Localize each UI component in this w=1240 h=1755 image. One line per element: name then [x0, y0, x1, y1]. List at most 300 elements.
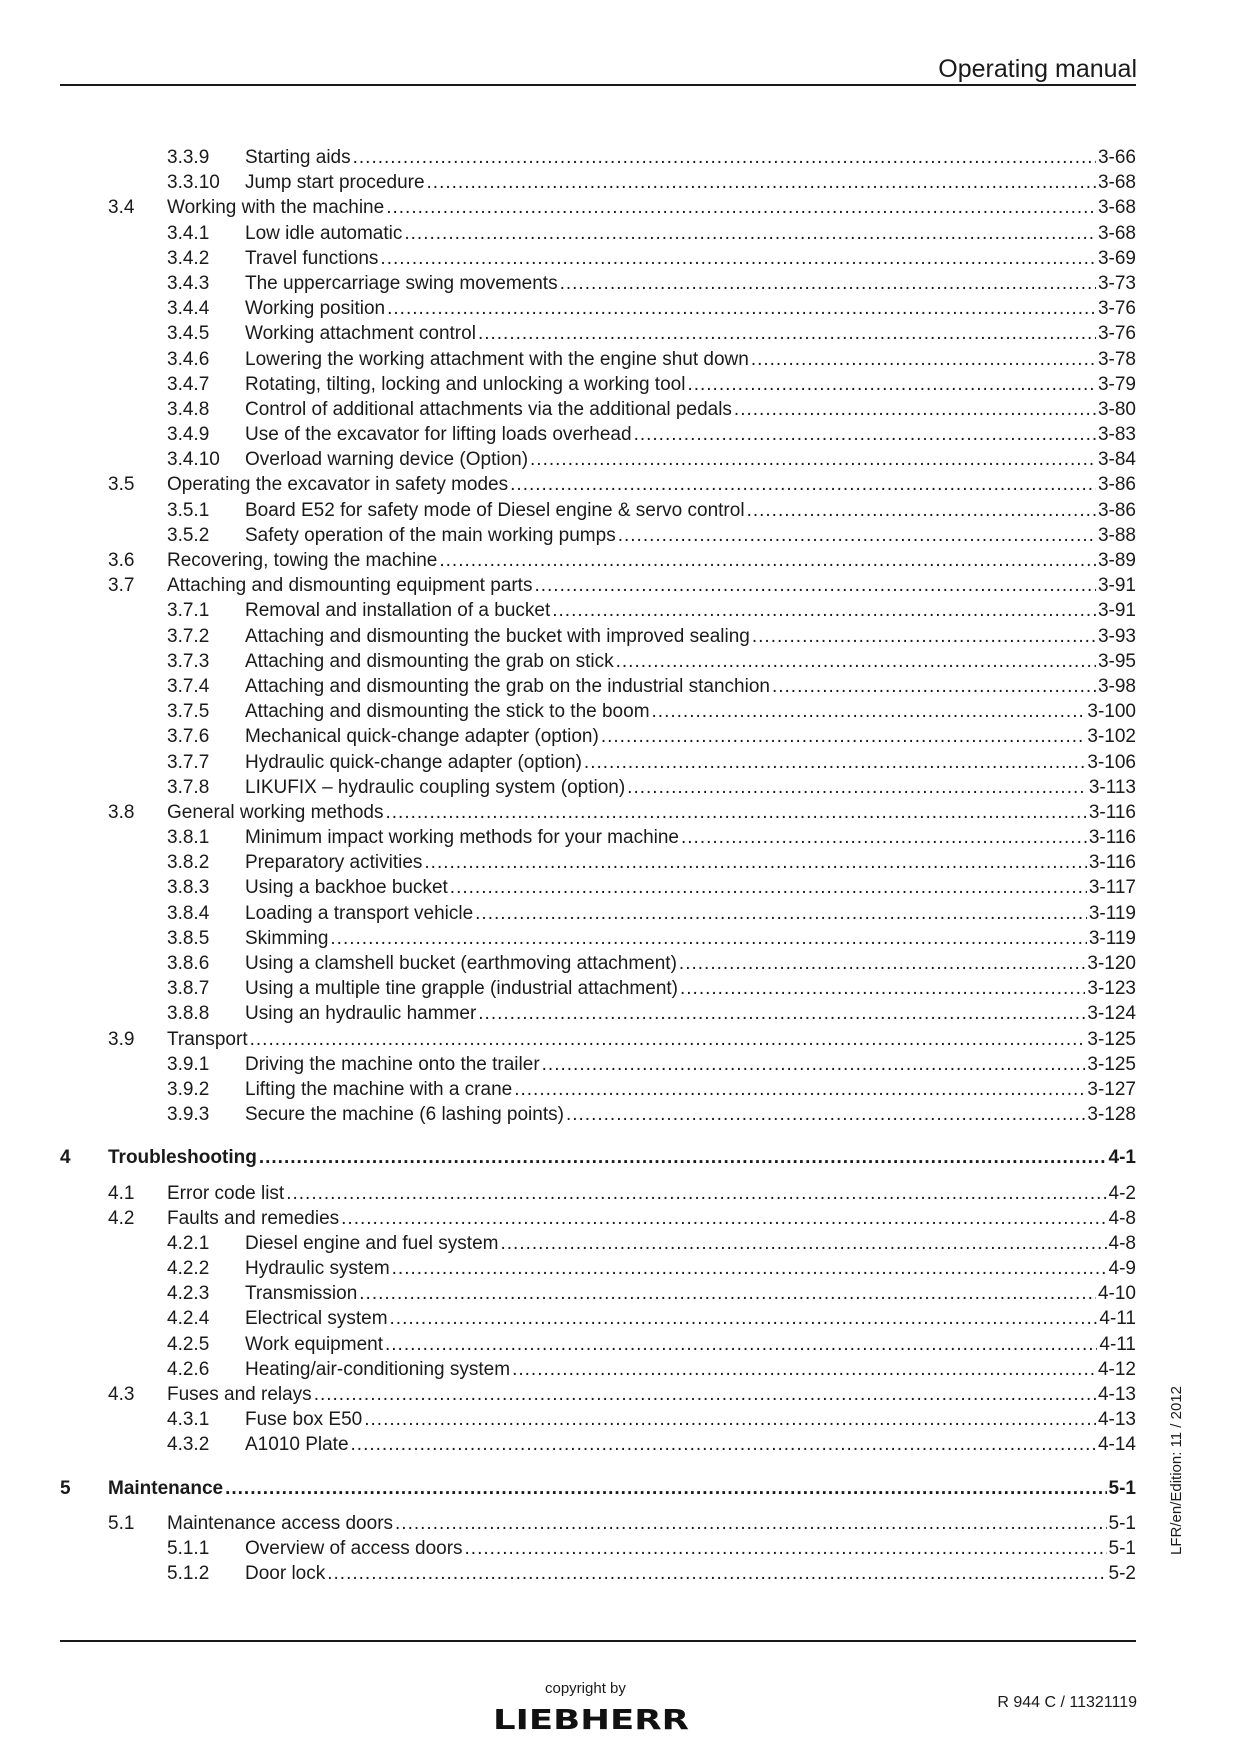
- dot-leader: [500, 1231, 1106, 1256]
- dot-leader: [510, 472, 1096, 497]
- dot-leader: [259, 1145, 1107, 1170]
- toc-entry-title-row: [245, 598, 1136, 623]
- toc-entry-number: 3.8.4: [167, 902, 210, 924]
- toc-entry-page: 3-91: [1097, 600, 1136, 622]
- toc-entry-number: 4.3: [108, 1384, 135, 1405]
- toc-entry-number: 3.7.5: [167, 701, 210, 723]
- dot-leader: [450, 875, 1087, 900]
- toc-entry-title: Using a multiple tine grapple (industrial attachment): [245, 978, 678, 1000]
- toc-entry-page: 3-68: [1097, 197, 1136, 219]
- toc-entry-title: Using a backhoe bucket: [245, 877, 448, 899]
- toc-entry-title-row: [167, 1206, 1136, 1231]
- toc-entry-page: 5-2: [1108, 1563, 1136, 1585]
- toc-entry-page: 3-76: [1097, 298, 1136, 320]
- toc-entry-title-row: [245, 1561, 1136, 1586]
- toc-entry[interactable]: [60, 976, 1136, 1001]
- dot-leader: [512, 1357, 1096, 1382]
- toc-entry-title-row: [245, 1432, 1136, 1457]
- toc-entry-page: 5-1: [1108, 1537, 1136, 1559]
- toc-entry-page: 3-102: [1087, 726, 1136, 748]
- dot-leader: [465, 1536, 1107, 1561]
- toc-entry[interactable]: [60, 472, 1136, 497]
- dot-leader: [514, 1077, 1085, 1102]
- toc-entry[interactable]: [60, 624, 1136, 649]
- dot-leader: [330, 926, 1086, 951]
- toc-entry-title-row: [245, 1281, 1136, 1306]
- toc-entry-number: 3.4.3: [167, 272, 210, 294]
- toc-entry-page: 3-69: [1097, 247, 1136, 269]
- toc-entry-number: 3.4.10: [167, 449, 220, 471]
- toc-entry-title: Transport: [167, 1028, 248, 1050]
- toc-entry-number: 3.5.1: [167, 499, 210, 521]
- toc-entry-title: Fuses and relays: [167, 1384, 312, 1405]
- toc-entry-page: 3-106: [1087, 751, 1136, 773]
- dot-leader: [566, 1102, 1085, 1127]
- toc-entry[interactable]: [60, 825, 1136, 850]
- toc-entry-number: 3.4.1: [167, 222, 210, 244]
- dot-leader: [560, 271, 1096, 296]
- toc-entry-title-row: [245, 699, 1136, 724]
- dot-leader: [364, 1407, 1096, 1432]
- toc-entry[interactable]: [60, 1027, 1136, 1052]
- toc-entry-page: 3-120: [1087, 953, 1136, 974]
- toc-entry[interactable]: [60, 523, 1136, 548]
- toc-entry-title: Working with the machine: [167, 197, 385, 219]
- toc-entry[interactable]: [60, 1511, 1136, 1536]
- toc-entry-title: Removal and installation of a bucket: [245, 600, 551, 622]
- dot-leader: [627, 775, 1087, 800]
- toc-entry-page: 4-8: [1108, 1207, 1136, 1229]
- toc-entry-number: 3.8.5: [167, 927, 210, 949]
- dot-leader: [752, 624, 1096, 649]
- toc-entry[interactable]: [60, 145, 1136, 170]
- toc-entry[interactable]: [60, 674, 1136, 699]
- toc-entry-title: Minimum impact working methods for your machine: [245, 827, 679, 849]
- toc-entry-number: 4: [60, 1147, 71, 1169]
- dot-leader: [392, 1256, 1107, 1281]
- toc-entry[interactable]: [60, 1206, 1136, 1231]
- dot-leader: [687, 372, 1096, 397]
- toc-entry[interactable]: [60, 901, 1136, 926]
- toc-entry-number: 4.3.1: [167, 1409, 210, 1431]
- toc-entry-title: Use of the excavator for lifting loads overhead: [245, 424, 632, 446]
- toc-entry-page: 3-117: [1088, 877, 1136, 899]
- dot-leader: [380, 246, 1096, 271]
- toc-entry-title: Mechanical quick-change adapter (option): [245, 726, 599, 748]
- toc-entry[interactable]: [60, 246, 1136, 271]
- toc-entry-page: 5-1: [1108, 1512, 1136, 1534]
- toc-entry[interactable]: [60, 875, 1136, 900]
- toc-entry-title: Transmission: [245, 1283, 358, 1305]
- toc-entry[interactable]: [60, 170, 1136, 195]
- toc-entry[interactable]: [60, 1145, 1136, 1170]
- dot-leader: [751, 347, 1096, 372]
- dot-leader: [530, 447, 1096, 472]
- toc-entry-number: 4.2.5: [167, 1333, 210, 1355]
- toc-entry-title-row: [167, 1382, 1136, 1407]
- toc-entry[interactable]: [60, 775, 1136, 800]
- toc-entry-title: The uppercarriage swing movements: [245, 272, 558, 294]
- toc-entry-title-row: [108, 1145, 1136, 1170]
- dot-leader: [395, 1511, 1107, 1536]
- toc-entry-title-row: [245, 1306, 1136, 1331]
- dot-leader: [552, 598, 1096, 623]
- toc-entry-title: Using a clamshell bucket (earthmoving attachment): [245, 953, 677, 974]
- toc-entry-title: Low idle automatic: [245, 222, 403, 244]
- toc-entry-title: Diesel engine and fuel system: [245, 1232, 499, 1254]
- toc-entry-page: 3-125: [1087, 1053, 1136, 1075]
- toc-entry-title: Lowering the working attachment with the engine shut down: [245, 348, 749, 370]
- toc-entry-number: 3.3.10: [167, 172, 220, 194]
- toc-entry-number: 3.9.1: [167, 1053, 210, 1075]
- toc-entry-title-row: [245, 1407, 1136, 1432]
- toc-entry-title: Attaching and dismounting the grab on the industrial stanchion: [245, 675, 770, 697]
- toc-entry-page: 3-66: [1097, 147, 1136, 168]
- toc-entry[interactable]: [60, 1001, 1136, 1026]
- toc-entry-title-row: [245, 775, 1136, 800]
- toc-entry-title-row: [245, 926, 1136, 951]
- dot-leader: [747, 498, 1096, 523]
- toc-entry-title: Maintenance access doors: [167, 1512, 394, 1534]
- toc-entry-page: 3-116: [1088, 801, 1136, 823]
- toc-entry-number: 3.8.3: [167, 877, 210, 899]
- toc-entry[interactable]: [60, 1432, 1136, 1457]
- toc-entry-page: 3-116: [1088, 852, 1136, 874]
- toc-entry[interactable]: [60, 649, 1136, 674]
- toc-entry[interactable]: [60, 498, 1136, 523]
- toc-entry-title-row: [245, 498, 1136, 523]
- dot-leader: [652, 699, 1086, 724]
- toc-entry-number: 3.7.6: [167, 726, 210, 748]
- toc-entry-title-row: [245, 951, 1136, 976]
- toc-entry[interactable]: [60, 548, 1136, 573]
- toc-entry-number: 3.9.2: [167, 1078, 210, 1100]
- dot-leader: [772, 674, 1096, 699]
- toc-entry-title-row: [167, 548, 1136, 573]
- toc-entry-title: Recovering, towing the machine: [167, 550, 438, 571]
- toc-entry-page: 4-13: [1097, 1409, 1136, 1431]
- toc-entry-page: 3-127: [1087, 1078, 1136, 1100]
- dot-leader: [478, 1001, 1085, 1026]
- toc-entry[interactable]: [60, 1052, 1136, 1077]
- toc-entry-title: Safety operation of the main working pumps: [245, 524, 616, 546]
- toc-entry[interactable]: [60, 1231, 1136, 1256]
- toc-entry[interactable]: [60, 926, 1136, 951]
- copyright-note: copyright by: [545, 1680, 626, 1697]
- page-title: Operating manual: [938, 55, 1137, 83]
- toc-entry-title: Board E52 for safety mode of Diesel engine & servo control: [245, 499, 745, 521]
- toc-entry[interactable]: [60, 850, 1136, 875]
- toc-entry-number: 4.2.4: [167, 1308, 210, 1330]
- toc-entry-title-row: [245, 901, 1136, 926]
- document-number: R 944 C / 11321119: [997, 1694, 1137, 1711]
- toc-entry-title: A1010 Plate: [245, 1434, 349, 1456]
- toc-entry-title-row: [245, 1001, 1136, 1026]
- toc-entry[interactable]: [60, 447, 1136, 472]
- toc-entry[interactable]: [60, 372, 1136, 397]
- toc-entry[interactable]: [60, 699, 1136, 724]
- toc-entry-page: 3-80: [1097, 398, 1136, 420]
- toc-entry-page: 3-113: [1088, 776, 1136, 798]
- toc-entry-page: 3-125: [1087, 1028, 1136, 1050]
- toc-entry-number: 3.8.7: [167, 978, 210, 1000]
- toc-entry-page: 3-68: [1097, 172, 1136, 194]
- toc-entry-title: Door lock: [245, 1563, 326, 1585]
- toc-entry[interactable]: [60, 1382, 1136, 1407]
- toc-entry-title: Hydraulic system: [245, 1258, 390, 1280]
- toc-entry-title-row: [167, 1511, 1136, 1536]
- toc-entry-page: 3-76: [1097, 323, 1136, 345]
- toc-entry-title-row: [245, 145, 1136, 170]
- toc-entry-number: 3.8.8: [167, 1003, 210, 1025]
- toc-entry-title: Starting aids: [245, 147, 351, 168]
- toc-entry-title: Rotating, tilting, locking and unlocking a working tool: [245, 373, 686, 395]
- toc-entry-number: 5.1: [108, 1512, 135, 1534]
- toc-entry-page: 3-95: [1097, 650, 1136, 672]
- dot-leader: [225, 1476, 1106, 1501]
- dot-leader: [618, 523, 1096, 548]
- toc-entry-title: Lifting the machine with a crane: [245, 1078, 513, 1100]
- liebherr-logo: [491, 1703, 691, 1733]
- toc-entry-number: 4.1: [108, 1182, 135, 1204]
- toc-entry-title-row: [167, 573, 1136, 598]
- toc-entry-page: 4-13: [1097, 1384, 1136, 1405]
- dot-leader: [351, 1432, 1096, 1457]
- toc-entry-number: 3.4.8: [167, 398, 210, 420]
- toc-entry[interactable]: [60, 573, 1136, 598]
- toc-entry-title: Travel functions: [245, 247, 379, 269]
- toc-entry-title-row: [245, 170, 1136, 195]
- dot-leader: [404, 221, 1096, 246]
- toc-entry-title: Fuse box E50: [245, 1409, 363, 1431]
- dot-leader: [601, 724, 1086, 749]
- toc-entry[interactable]: [60, 347, 1136, 372]
- toc-entry-title-row: [245, 724, 1136, 749]
- dot-leader: [478, 321, 1096, 346]
- toc-entry-title: LIKUFIX – hydraulic coupling system (option): [245, 776, 626, 798]
- toc-entry-number: 3.4.7: [167, 373, 210, 395]
- toc-entry-title: Work equipment: [245, 1333, 383, 1355]
- dot-leader: [584, 750, 1085, 775]
- toc-entry-page: 3-86: [1097, 474, 1136, 496]
- toc-entry-page: 3-93: [1097, 625, 1136, 647]
- toc-entry-number: 3.7.8: [167, 776, 210, 798]
- toc-entry-title-row: [245, 347, 1136, 372]
- toc-entry-title-row: [245, 750, 1136, 775]
- toc-entry-title-row: [245, 825, 1136, 850]
- toc-entry-title-row: [245, 624, 1136, 649]
- toc-entry[interactable]: [60, 598, 1136, 623]
- table-of-contents: [60, 145, 1136, 1586]
- toc-entry-number: 3.7: [108, 575, 135, 597]
- dot-leader: [679, 951, 1085, 976]
- toc-entry-title-row: [167, 800, 1136, 825]
- toc-entry-title-row: [167, 472, 1136, 497]
- dot-leader: [314, 1382, 1096, 1407]
- toc-entry-title-row: [245, 1357, 1136, 1382]
- dot-leader: [616, 649, 1096, 674]
- toc-entry[interactable]: [60, 1181, 1136, 1206]
- toc-entry-title: Faults and remedies: [167, 1207, 340, 1229]
- toc-entry-page: 4-12: [1097, 1358, 1136, 1380]
- toc-entry[interactable]: [60, 1102, 1136, 1127]
- toc-entry[interactable]: [60, 422, 1136, 447]
- toc-entry-title-row: [245, 976, 1136, 1001]
- toc-entry-number: 3.8.1: [167, 827, 210, 849]
- toc-entry-title-row: [245, 1332, 1136, 1357]
- toc-entry-page: 3-84: [1097, 449, 1136, 471]
- toc-entry[interactable]: [60, 951, 1136, 976]
- toc-entry-page: 3-100: [1087, 701, 1136, 723]
- toc-entry-page: 4-1: [1108, 1147, 1136, 1169]
- toc-entry-title-row: [245, 1077, 1136, 1102]
- toc-entry-page: 4-2: [1108, 1182, 1136, 1204]
- toc-entry-title: Driving the machine onto the trailer: [245, 1053, 540, 1075]
- toc-entry-number: 4.2.1: [167, 1232, 210, 1254]
- toc-entry-number: 3.4.9: [167, 424, 210, 446]
- toc-entry[interactable]: [60, 1561, 1136, 1586]
- toc-entry-page: 3-116: [1088, 827, 1136, 849]
- toc-entry[interactable]: [60, 397, 1136, 422]
- toc-entry-number: 3.8: [108, 801, 135, 823]
- dot-leader: [542, 1052, 1086, 1077]
- toc-entry[interactable]: [60, 296, 1136, 321]
- dot-leader: [341, 1206, 1106, 1231]
- dot-leader: [386, 800, 1087, 825]
- toc-entry-title-row: [245, 422, 1136, 447]
- dot-leader: [424, 850, 1086, 875]
- toc-entry-title: Attaching and dismounting equipment parts: [167, 575, 533, 597]
- toc-entry[interactable]: [60, 1407, 1136, 1432]
- dot-leader: [534, 573, 1096, 598]
- toc-entry-title: General working methods: [167, 801, 384, 823]
- dot-leader: [385, 1332, 1097, 1357]
- toc-entry-page: 4-9: [1108, 1258, 1136, 1280]
- toc-entry-title-row: [245, 674, 1136, 699]
- toc-entry-page: 3-68: [1097, 222, 1136, 244]
- toc-entry[interactable]: [60, 800, 1136, 825]
- toc-entry-page: 3-88: [1097, 524, 1136, 546]
- toc-entry-title-row: [245, 850, 1136, 875]
- toc-entry-title: Skimming: [245, 927, 329, 949]
- toc-entry-title: Hydraulic quick-change adapter (option): [245, 751, 582, 773]
- toc-entry-number: 3.7.4: [167, 675, 210, 697]
- toc-entry-page: 4-8: [1108, 1232, 1136, 1254]
- toc-entry-title-row: [245, 1256, 1136, 1281]
- toc-entry-number: 3.4.4: [167, 298, 210, 320]
- toc-entry[interactable]: [60, 271, 1136, 296]
- toc-entry-number: 5: [60, 1477, 71, 1499]
- dot-leader: [386, 195, 1096, 220]
- toc-entry-number: 4.2: [108, 1207, 135, 1229]
- toc-entry-title: Attaching and dismounting the stick to the boom: [245, 701, 650, 723]
- toc-entry-number: 3.8.2: [167, 852, 210, 874]
- toc-entry-title-row: [167, 195, 1136, 220]
- toc-entry-title: Preparatory activities: [245, 852, 423, 874]
- toc-entry-number: 3.5.2: [167, 524, 210, 546]
- toc-entry-page: 4-14: [1097, 1434, 1136, 1456]
- toc-entry-number: 4.2.3: [167, 1283, 210, 1305]
- toc-entry-title-row: [245, 397, 1136, 422]
- toc-entry-number: 3.4.5: [167, 323, 210, 345]
- toc-entry[interactable]: [60, 1306, 1136, 1331]
- toc-entry[interactable]: [60, 1077, 1136, 1102]
- toc-entry-number: 3.6: [108, 550, 135, 571]
- toc-entry-page: 3-73: [1097, 272, 1136, 294]
- toc-entry-page: 3-79: [1097, 373, 1136, 395]
- toc-entry[interactable]: [60, 1357, 1136, 1382]
- dot-leader: [439, 548, 1096, 573]
- toc-entry-title-row: [245, 523, 1136, 548]
- logo-text: LIEBHERR: [493, 1703, 689, 1733]
- toc-entry-title-row: [245, 372, 1136, 397]
- toc-entry-number: 4.2.6: [167, 1358, 210, 1380]
- toc-entry-title: Maintenance: [108, 1477, 224, 1499]
- toc-entry[interactable]: [60, 724, 1136, 749]
- toc-entry[interactable]: [60, 1281, 1136, 1306]
- toc-entry-title: Attaching and dismounting the grab on stick: [245, 650, 614, 672]
- toc-entry-number: 3.5: [108, 474, 135, 496]
- toc-entry[interactable]: [60, 1332, 1136, 1357]
- toc-entry-title-row: [245, 221, 1136, 246]
- dot-leader: [475, 901, 1087, 926]
- toc-entry-number: 3.9.3: [167, 1104, 210, 1126]
- toc-entry-number: 3.9: [108, 1028, 135, 1050]
- toc-entry[interactable]: [60, 195, 1136, 220]
- toc-entry-title-row: [245, 296, 1136, 321]
- toc-entry-number: 3.7.7: [167, 751, 210, 773]
- toc-entry-page: 3-83: [1097, 424, 1136, 446]
- toc-entry-page: 3-78: [1097, 348, 1136, 370]
- toc-entry[interactable]: [60, 221, 1136, 246]
- toc-entry-page: 3-89: [1097, 550, 1136, 571]
- toc-entry-number: 3.3.9: [167, 147, 210, 168]
- toc-entry[interactable]: [60, 1476, 1136, 1501]
- dot-leader: [681, 825, 1087, 850]
- toc-entry-number: 3.7.1: [167, 600, 210, 622]
- dot-leader: [390, 1306, 1098, 1331]
- toc-entry-title-row: [167, 1027, 1136, 1052]
- header-rule: [60, 84, 1136, 86]
- toc-entry-title: Overview of access doors: [245, 1537, 463, 1559]
- toc-entry-title: Using an hydraulic hammer: [245, 1003, 477, 1025]
- toc-entry-title-row: [245, 447, 1136, 472]
- toc-entry-title: Attaching and dismounting the bucket with improved sealing: [245, 625, 750, 647]
- toc-entry-title-row: [245, 649, 1136, 674]
- toc-entry-page: 3-128: [1087, 1104, 1136, 1126]
- toc-entry[interactable]: [60, 1536, 1136, 1561]
- dot-leader: [359, 1281, 1096, 1306]
- toc-entry-title: Troubleshooting: [108, 1147, 257, 1169]
- toc-entry-page: 3-91: [1097, 575, 1136, 597]
- dot-leader: [286, 1181, 1106, 1206]
- toc-entry[interactable]: [60, 321, 1136, 346]
- dot-leader: [427, 170, 1096, 195]
- dot-leader: [680, 976, 1085, 1001]
- toc-entry-title-row: [245, 1102, 1136, 1127]
- toc-entry-title-row: [245, 1536, 1136, 1561]
- toc-entry-title-row: [108, 1476, 1136, 1501]
- toc-entry-title-row: [245, 246, 1136, 271]
- toc-entry-number: 3.4.2: [167, 247, 210, 269]
- dot-leader: [250, 1027, 1086, 1052]
- dot-leader: [634, 422, 1096, 447]
- toc-entry-number: 3.4: [108, 197, 135, 219]
- toc-entry[interactable]: [60, 750, 1136, 775]
- toc-entry-title-row: [245, 875, 1136, 900]
- toc-entry-title-row: [245, 271, 1136, 296]
- toc-entry[interactable]: [60, 1256, 1136, 1281]
